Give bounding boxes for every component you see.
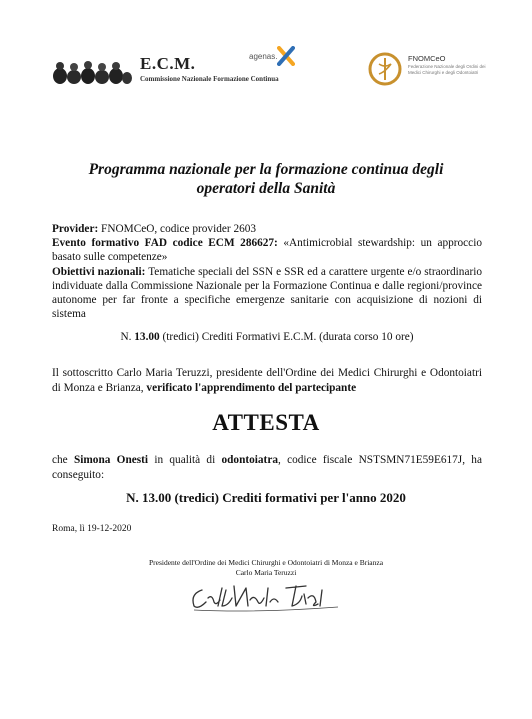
attesta-heading: ATTESTA [212,410,320,435]
provider-value: FNOMCeO, codice provider 2603 [98,223,257,235]
fnomceo-name: FNOMCeO [408,54,446,63]
agenas-logo-text: agenas. [249,52,278,61]
credits-year: N. 13.00 (tredici) Crediti formativi per l'anno 2020 [126,490,406,505]
event-value: «Antimicrobial stewardship: un approccio basato sulle competenze» [52,237,482,264]
credits-prefix: N. [120,331,135,343]
participant-statement [52,453,482,483]
participant-role: odontoiatra [221,454,278,466]
objectives-label: Obiettivi nazionali: [52,265,146,278]
provider-label: Provider: [52,223,99,235]
ecm-crowd-icon [52,58,132,84]
participant-name: Simona Onesti [73,454,149,466]
ecm-subtitle: Commissione Nazionale Formazione Continua [140,75,279,83]
participant-prefix: che [52,454,74,466]
program-title: Programma nazionale per la formazione continua degli operatori della Sanità [88,161,444,197]
event-label: Evento formativo FAD codice ECM 286627: [52,237,278,250]
credits-number: 13.00 [134,331,160,343]
fnomceo-full-name: Federazione Nazionale degli Ordini dei Medici Chirurghi e degli Odontoiatri [408,64,486,75]
credits-line [52,331,482,343]
objectives-line [52,265,482,322]
president-title: Presidente dell'Ordine dei Medici Chirurghi e Odontoiatri di Monza e Brianza [148,558,384,567]
certificate-header [0,48,532,98]
event-info [52,222,482,321]
president-name: Carlo Maria Teruzzi [235,568,297,577]
event-line [52,236,482,264]
credits-suffix: (tredici) Crediti Formativi E.C.M. (durata corso 10 ore) [159,331,414,343]
signatory-text: Il sottoscritto Carlo Maria Teruzzi, presidente dell'Ordine dei Medici Chirurghi e Odontoiatri di Monza e Brianza, [52,367,482,394]
president-block [60,558,472,578]
objectives-value: Tematiche speciali del SSN e SSR ed a carattere urgente e/o straordinario individuate dalla Commissione Nazionale per la Formazione Continua e dalle regioni/province autonome per far fronte a specifiche emergenze sanitarie con acquisizione di nozioni di sistema [52,265,483,321]
signature [188,580,348,614]
fnomceo-emblem-icon [368,52,402,86]
fnomceo-logo [368,52,508,92]
participant-middle: in qualità di [148,454,222,466]
ecm-title: E.C.M. [140,54,196,73]
signatory-statement [52,366,482,396]
provider-line [52,222,482,236]
issue-date: Roma, lì 19-12-2020 [52,524,132,534]
participant-suffix: , codice fiscale NSTSMN71E59E617J, ha conseguito: [52,454,482,481]
agenas-x-icon [277,46,295,66]
signatory-verified: verificato l'apprendimento del partecipante [146,382,357,394]
